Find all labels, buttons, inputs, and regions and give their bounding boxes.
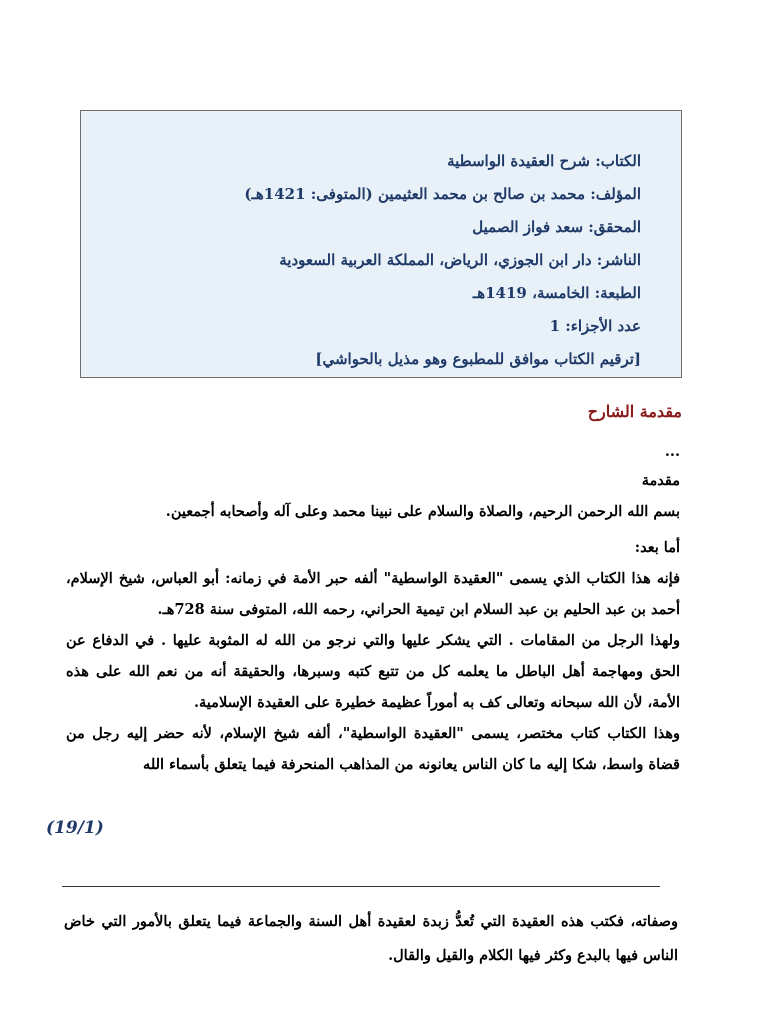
book-info-box — [80, 110, 682, 378]
intro-heading: مقدمة — [641, 472, 680, 489]
paragraph: وهذا الكتاب كتاب مختصر، يسمى "العقيدة الواسطية"، ألفه شيخ الإسلام، لأنه حضر إليه رجل من قضاة واسط، شكا إليه ما كان الناس يعانونه من المذاهب المنحرفة فيما يتعلق بأسماء الله — [66, 725, 680, 773]
horizontal-divider — [62, 886, 660, 887]
continuation-text: وصفاته، فكتب هذه العقيدة التي تُعدُّ زبدة لعقيدة أهل السنة والجماعة فيما يتعلق بالأمور التي خاض الناس فيها بالبدع وكثر فيها الكلام والقيل والقال. — [64, 913, 678, 964]
page-reference: (19/1) — [46, 818, 104, 838]
edition-line: الطبعة: الخامسة، 1419هـ — [472, 284, 641, 302]
amma-bad-line: أما بعد: — [634, 539, 680, 556]
section-heading: مقدمة الشارح — [587, 402, 682, 421]
main-text — [66, 563, 680, 780]
pagination-note-line: [ترقيم الكتاب موافق للمطبوع وهو مذيل بالحواشي] — [315, 350, 641, 368]
author-line: المؤلف: محمد بن صالح بن محمد العثيمين (المتوفى: 1421هـ) — [244, 185, 641, 203]
paragraph: فإنه هذا الكتاب الذي يسمى "العقيدة الواسطية" ألفه حبر الأمة في زمانه: أبو العباس، شيخ الإسلام، أحمد بن عبد الحليم بن عبد السلام ابن تيمية الحراني، رحمه الله، المتوفى سنة 728هـ. — [66, 570, 680, 618]
paragraph: ولهذا الرجل من المقامات . التي يشكر عليها والتي نرجو من الله له المثوبة عليها . في الدفاع عن الحق ومهاجمة أهل الباطل ما يعلمه كل من تتبع كتبه وسبرها، والحقيقة أنه من نعم الله على هذه الأمة، لأن الله سبحانه وتعالى كف به أموراً عظيمة خطيرة على العقيدة الإسلامية. — [66, 632, 680, 711]
volumes-line: عدد الأجزاء: 1 — [549, 317, 641, 335]
book-title-line: الكتاب: شرح العقيدة الواسطية — [447, 152, 641, 170]
publisher-line: الناشر: دار ابن الجوزي، الرياض، المملكة العربية السعودية — [279, 251, 641, 269]
editor-line: المحقق: سعد فواز الصميل — [472, 218, 641, 236]
basmala-line: بسم الله الرحمن الرحيم، والصلاة والسلام على نبينا محمد وعلى آله وأصحابه أجمعين. — [165, 503, 680, 520]
ellipsis-line: ... — [664, 443, 680, 460]
